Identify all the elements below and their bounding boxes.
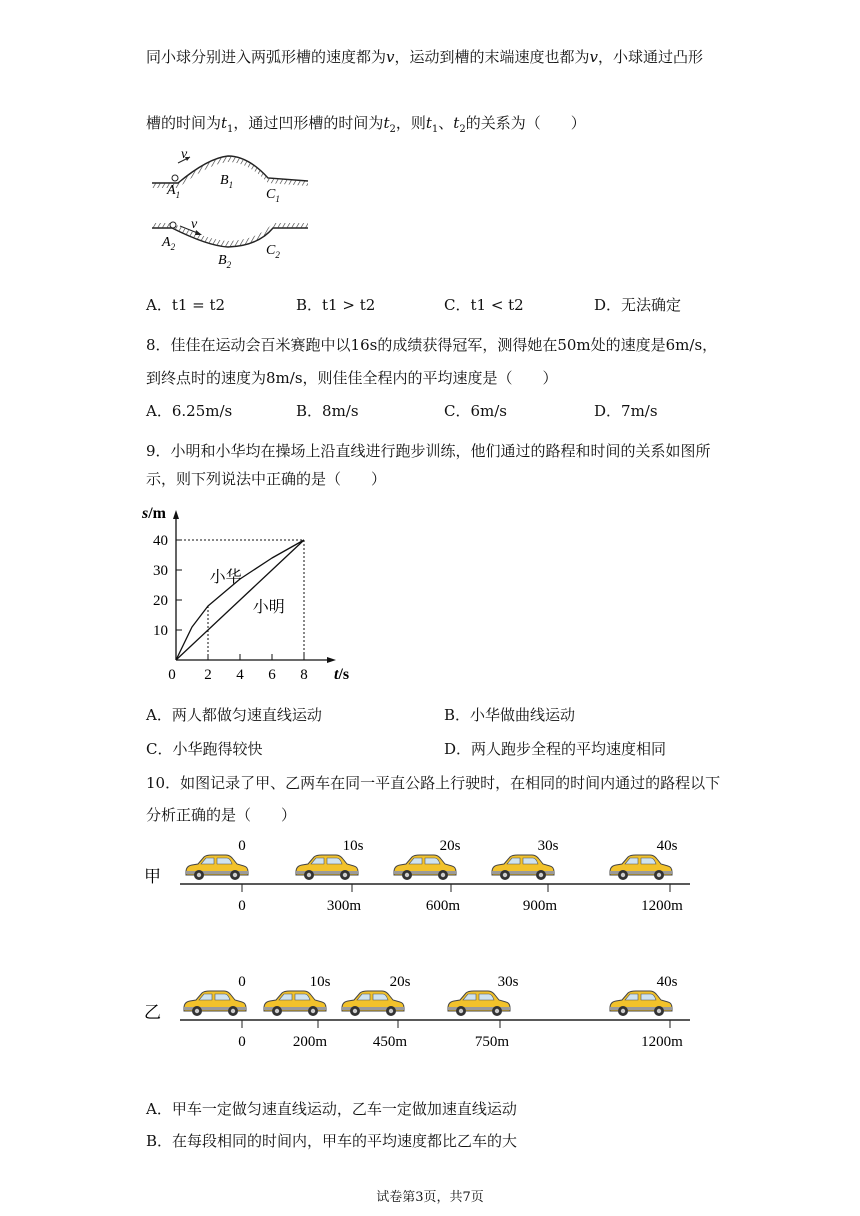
y-tick-label: 20	[153, 593, 168, 609]
car-icon	[394, 855, 456, 880]
label-v-bottom: v	[191, 217, 198, 232]
label-b1: $B_1$	[220, 173, 234, 190]
car-a-label: 甲	[144, 867, 161, 886]
concave-groove	[152, 217, 308, 270]
car-a-distance-label: 900m	[522, 898, 558, 914]
q7-option-a[interactable]: A．t1 = t2	[146, 296, 226, 314]
series-label-1: 小明	[252, 599, 285, 616]
q8-line-1: 8．佳佳在运动会百米赛跑中以16s的成绩获得冠军，测得她在50m处的速度是6m/s，	[146, 336, 718, 354]
groove-figure	[148, 148, 323, 274]
car-icon	[610, 855, 672, 880]
car-b-time-label: 10s	[309, 974, 331, 990]
y-tick-label: 30	[153, 563, 168, 579]
y-axis-label: s/m	[142, 505, 167, 522]
car-b-time-label: 30s	[497, 974, 519, 990]
car-icon	[184, 991, 246, 1016]
q8-option-b[interactable]: B．8m/s	[296, 402, 359, 420]
cars-figure	[140, 830, 700, 1055]
convex-groove	[152, 148, 308, 204]
car-a-time-label: 20s	[439, 838, 461, 854]
q9-option-d[interactable]: D．两人跑步全程的平均速度相同	[444, 740, 667, 758]
x-tick-label: 4	[236, 667, 244, 683]
q8-option-a[interactable]: A．6.25m/s	[146, 402, 233, 420]
series-label-0: 小华	[209, 569, 242, 586]
car-b-distance-label: 750m	[474, 1034, 510, 1050]
label-c2: $C_2$	[266, 243, 280, 260]
x-axis-label: t/s	[334, 666, 350, 683]
car-b-distance-label: 200m	[292, 1034, 328, 1050]
q7-option-b[interactable]: B．t1 > t2	[296, 296, 376, 314]
q8-line-2: 到终点时的速度为8m/s，则佳佳全程内的平均速度是（ ）	[146, 369, 558, 387]
ball-bottom	[170, 222, 176, 228]
y-axis-arrow	[173, 510, 179, 519]
car-icon	[610, 991, 672, 1016]
q9-option-c[interactable]: C．小华跑得较快	[146, 740, 263, 758]
car-a-time-label: 40s	[656, 838, 678, 854]
car-b-time-label: 0	[238, 974, 246, 990]
q9-line-2: 示，则下列说法中正确的是（ ）	[146, 470, 387, 488]
x-tick-label: 8	[300, 667, 308, 683]
car-a-distance-label: 0	[238, 898, 246, 914]
q7-line-1: 同小球分别进入两弧形槽的速度都为v，运动到槽的末端速度也都为v，小球通过凸形	[146, 48, 704, 66]
car-b-distance-label: 450m	[372, 1034, 408, 1050]
q8-option-d[interactable]: D．7m/s	[594, 402, 658, 420]
x-tick-label: 2	[204, 667, 212, 683]
y-tick-label: 10	[153, 623, 168, 639]
car-icon	[492, 855, 554, 880]
car-a-time-label: 0	[238, 838, 246, 854]
car-a-time-label: 30s	[537, 838, 559, 854]
car-a-distance-label: 300m	[326, 898, 362, 914]
q9-option-a[interactable]: A．两人都做匀速直线运动	[146, 706, 322, 724]
label-v-top: v	[181, 148, 188, 162]
car-icon	[342, 991, 404, 1016]
q10-line-2: 分析正确的是（ ）	[146, 806, 297, 824]
label-b2: $B_2$	[218, 253, 232, 270]
q7-line-2: 槽的时间为$t_1$，通过凹形槽的时间为$t_2$，则$t_1$、$t_2$的关系为（ ）	[146, 114, 586, 135]
q7-option-c[interactable]: C．t1 < t2	[444, 296, 524, 314]
y-tick-label: 40	[153, 533, 168, 549]
car-a-time-label: 10s	[342, 838, 364, 854]
q7-option-d[interactable]: D．无法确定	[594, 296, 682, 314]
car-a-distance-label: 1200m	[641, 898, 683, 914]
car-a-distance-label: 600m	[425, 898, 461, 914]
car-icon	[296, 855, 358, 880]
x-tick-label: 0	[168, 667, 176, 683]
car-icon	[186, 855, 248, 880]
x-tick-label: 6	[268, 667, 276, 683]
car-b-distance-label: 0	[238, 1034, 246, 1050]
label-c1: $C_1$	[266, 187, 280, 204]
q10-option-b[interactable]: B．在每段相同的时间内，甲车的平均速度都比乙车的大	[146, 1132, 518, 1150]
distance-time-chart	[138, 500, 368, 690]
label-a2: $A_2$	[162, 235, 176, 252]
car-b-time-label: 20s	[389, 974, 411, 990]
q10-line-1: 10．如图记录了甲、乙两车在同一平直公路上行驶时，在相同的时间内通过的路程以下	[146, 774, 721, 792]
car-icon	[448, 991, 510, 1016]
q9-option-b[interactable]: B．小华做曲线运动	[444, 706, 576, 724]
q8-option-c[interactable]: C．6m/s	[444, 402, 507, 420]
car-b-label: 乙	[144, 1003, 161, 1022]
car-b-time-label: 40s	[656, 974, 678, 990]
car-b-distance-label: 1200m	[641, 1034, 683, 1050]
page-footer: 试卷第3页，共7页	[376, 1190, 484, 1205]
car-icon	[264, 991, 326, 1016]
q10-option-a[interactable]: A．甲车一定做匀速直线运动，乙车一定做加速直线运动	[146, 1100, 517, 1118]
x-axis-arrow	[327, 657, 336, 663]
ball-top	[172, 175, 178, 181]
q9-line-1: 9．小明和小华均在操场上沿直线进行跑步训练，他们通过的路程和时间的关系如图所	[146, 442, 711, 460]
label-a1: $A_1$	[167, 183, 181, 200]
